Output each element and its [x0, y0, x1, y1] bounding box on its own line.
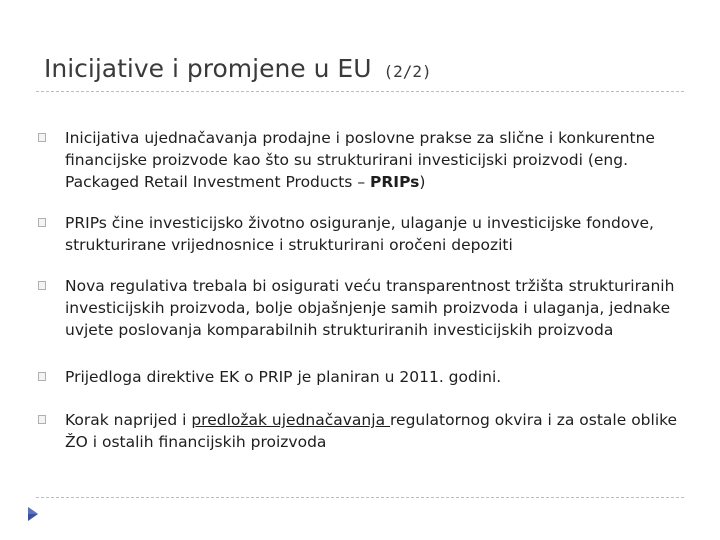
bullet-3-text: Nova regulativa trebala bi osigurati veću transparentnost tržišta strukturiranih investicijskih proizvoda, bolje objašnjenje samih proizvoda i ulaganja, jednake uvjete poslovanja komparabilnih strukturiranih investicijskih proizvoda [65, 277, 675, 339]
square-bullet-icon [38, 133, 46, 142]
bullet-list [38, 127, 678, 453]
bottom-divider [36, 497, 684, 498]
square-bullet-icon [38, 415, 46, 424]
bullet-5-underlined: predložak ujednačavanja [191, 411, 390, 429]
bullet-2-text: PRIPs čine investicijsko životno osiguranje, ulaganje u investicijske fondove, strukturirane vrijednosnice i strukturirani oročeni depoziti [65, 214, 654, 254]
bullet-1-suffix: ) [419, 173, 426, 191]
bullet-4-text: Prijedloga direktive EK o PRIP je planiran u 2011. godini. [65, 368, 502, 386]
bullet-1-bold: PRIPs [370, 173, 420, 191]
title-counter: (2/2) [383, 62, 432, 81]
title-text: Inicijative i promjene u EU [44, 54, 372, 83]
bullet-5-suffix: regulatornog okvira i za ostale oblike ŽO i ostalih financijskih proizvoda [65, 411, 678, 451]
bullet-item-1 [38, 127, 678, 193]
bullet-item-2 [38, 212, 678, 256]
square-bullet-icon [38, 218, 46, 227]
slide-nav-arrow-icon[interactable] [26, 505, 40, 527]
bullet-item-4 [38, 366, 678, 388]
top-divider [36, 91, 684, 92]
bullet-5-text: Korak naprijed i [65, 411, 192, 429]
square-bullet-icon [38, 372, 46, 381]
bullet-item-3 [38, 275, 678, 341]
bullet-1-text: Inicijativa ujednačavanja prodajne i poslovne prakse za slične i konkurentne financijske proizvode kao što su strukturirani investicijski proizvodi (eng. Packaged Retail Investment Products – [65, 129, 655, 191]
bullet-item-5 [38, 409, 678, 453]
square-bullet-icon [38, 281, 46, 290]
slide-title [44, 54, 432, 83]
